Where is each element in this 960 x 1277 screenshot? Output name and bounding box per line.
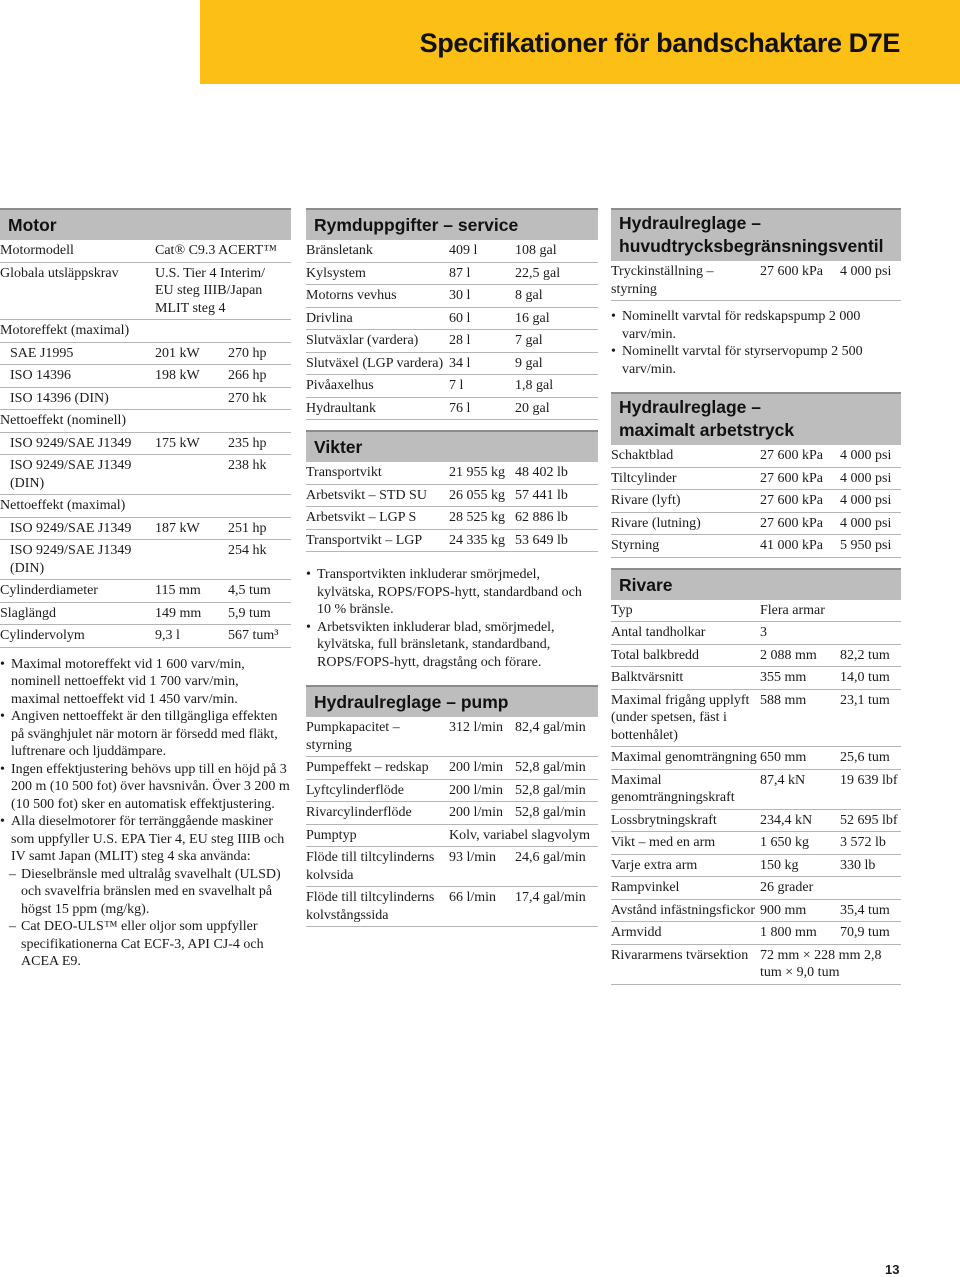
motor-value-imperial	[228, 410, 291, 433]
motor-row	[0, 540, 291, 580]
ripper-value-metric: 650 mm	[760, 747, 840, 770]
pump-label: Lyftcylinderflöde	[306, 779, 449, 802]
motor-value-metric	[155, 540, 228, 580]
ripper-value-metric: 1 650 kg	[760, 832, 840, 855]
motor-notes	[0, 656, 291, 866]
relief-value-imperial: 4 000 psi	[840, 261, 901, 301]
section-title-max-line1: Hydraulreglage –	[619, 397, 761, 417]
motor-row	[0, 432, 291, 455]
ripper-label: Rivararmens tvärsektion	[611, 944, 760, 984]
ripper-row	[611, 747, 901, 770]
page-header	[200, 0, 960, 84]
ripper-row	[611, 600, 901, 622]
motor-row	[0, 320, 291, 343]
section-title-relief-line2: huvudtrycksbegränsningsventil	[619, 236, 884, 256]
motor-label: Globala utsläppskrav	[0, 262, 155, 320]
max-pressure-value-imperial: 4 000 psi	[840, 445, 901, 467]
ripper-label: Varje extra arm	[611, 854, 760, 877]
pump-row	[306, 757, 598, 780]
max-pressure-value-metric: 27 600 kPa	[760, 445, 840, 467]
ripper-value-imperial: 82,2 tum	[840, 644, 901, 667]
motor-value-metric: 198 kW	[155, 365, 228, 388]
motor-value-metric: 187 kW	[155, 517, 228, 540]
ripper-row	[611, 809, 901, 832]
relief-note: • Nominellt varvtal för redskapspump 2 000 varv/min.	[611, 308, 901, 343]
motor-value-metric: 9,3 l	[155, 625, 228, 648]
ripper-row	[611, 854, 901, 877]
ripper-table	[611, 600, 901, 985]
motor-value-imperial: 5,9 tum	[228, 602, 291, 625]
motor-value-metric: 149 mm	[155, 602, 228, 625]
motor-value-metric: 201 kW	[155, 342, 228, 365]
relief-value-metric: 27 600 kPa	[760, 261, 840, 301]
pump-value-metric: 200 l/min	[449, 802, 515, 825]
capacity-label: Motorns vevhus	[306, 285, 449, 308]
ripper-row	[611, 899, 901, 922]
motor-value-imperial: 567 tum³	[228, 625, 291, 648]
max-pressure-row	[611, 445, 901, 467]
motor-value-imperial: 270 hk	[228, 387, 291, 410]
relief-table	[611, 261, 901, 301]
section-title-capacities: Rymduppgifter – service	[306, 208, 598, 240]
ripper-row	[611, 922, 901, 945]
weights-notes	[306, 566, 598, 671]
weight-note: • Arbetsvikten inkluderar blad, smörjmedel, kylvätska, full bränsletank, standardband, ROPS/FOPS-hytt, dragstång och förare.	[306, 619, 598, 672]
ripper-label: Maximal genomträngningskraft	[611, 769, 760, 809]
column-motor	[0, 208, 291, 971]
motor-label: Cylindervolym	[0, 625, 155, 648]
ripper-value-metric: 588 mm	[760, 689, 840, 747]
pump-label: Pumptyp	[306, 824, 449, 847]
relief-row	[611, 261, 901, 301]
weight-value-imperial: 57 441 lb	[515, 484, 598, 507]
pump-row	[306, 779, 598, 802]
motor-value-imperial: 251 hp	[228, 517, 291, 540]
pump-row	[306, 847, 598, 887]
capacity-row	[306, 262, 598, 285]
weight-value-imperial: 62 886 lb	[515, 507, 598, 530]
motor-label: ISO 9249/SAE J1349 (DIN)	[0, 455, 155, 495]
motor-note: • Angiven nettoeffekt är den tillgängliga effekten på svänghjulet när motorn är försedd med fläkt, luftrenare och ljuddämpare.	[0, 708, 291, 761]
weight-label: Transportvikt	[306, 462, 449, 484]
motor-label: Nettoeffekt (nominell)	[0, 410, 155, 433]
motor-row	[0, 262, 291, 320]
motor-value-metric: 175 kW	[155, 432, 228, 455]
ripper-value-metric: 150 kg	[760, 854, 840, 877]
section-title-relief-line1: Hydraulreglage –	[619, 213, 761, 233]
max-pressure-table	[611, 445, 901, 558]
ripper-value-imperial	[840, 600, 901, 622]
pump-row	[306, 824, 598, 847]
motor-subnotes	[0, 866, 291, 971]
relief-notes	[611, 308, 901, 378]
weight-note: • Transportvikten inkluderar smörjmedel, kylvätska, ROPS/FOPS-hytt, standardband och 10 % bränsle.	[306, 566, 598, 619]
pump-label: Rivarcylinderflöde	[306, 802, 449, 825]
section-title-motor: Motor	[0, 208, 291, 240]
capacity-value-imperial: 7 gal	[515, 330, 598, 353]
capacity-label: Slutväxlar (vardera)	[306, 330, 449, 353]
max-pressure-label: Rivare (lyft)	[611, 490, 760, 513]
capacity-row	[306, 375, 598, 398]
motor-row	[0, 342, 291, 365]
max-pressure-row	[611, 535, 901, 558]
capacity-label: Pivåaxelhus	[306, 375, 449, 398]
ripper-row	[611, 622, 901, 645]
section-title-pump: Hydraulreglage – pump	[306, 685, 598, 717]
pump-value-imperial: 24,6 gal/min	[515, 847, 598, 887]
max-pressure-value-metric: 27 600 kPa	[760, 512, 840, 535]
motor-table	[0, 240, 291, 648]
weight-value-metric: 21 955 kg	[449, 462, 515, 484]
motor-row	[0, 625, 291, 648]
weight-value-metric: 24 335 kg	[449, 529, 515, 552]
max-pressure-row	[611, 467, 901, 490]
pump-table	[306, 717, 598, 927]
motor-subnote: – Dieselbränsle med ultralåg svavelhalt (ULSD) och svavelfria bränslen med en svavelhalt på högst 15 ppm (mg/kg).	[0, 866, 291, 919]
motor-value-imperial	[228, 320, 291, 343]
pump-value-metric: 93 l/min	[449, 847, 515, 887]
column-hydraulics	[611, 208, 901, 985]
max-pressure-value-imperial: 4 000 psi	[840, 467, 901, 490]
ripper-value-imperial: 23,1 tum	[840, 689, 901, 747]
ripper-label: Rampvinkel	[611, 877, 760, 900]
ripper-value-metric: 355 mm	[760, 667, 840, 690]
section-title-weights: Vikter	[306, 430, 598, 462]
capacity-value-imperial: 8 gal	[515, 285, 598, 308]
motor-value: Cat® C9.3 ACERT™	[155, 240, 291, 262]
motor-label: ISO 14396 (DIN)	[0, 387, 155, 410]
ripper-label: Maximal frigång upplyft (under spetsen, fäst i bottenhålet)	[611, 689, 760, 747]
capacity-row	[306, 285, 598, 308]
pump-value-imperial: 82,4 gal/min	[515, 717, 598, 757]
motor-label: ISO 14396	[0, 365, 155, 388]
pump-row	[306, 717, 598, 757]
ripper-row	[611, 689, 901, 747]
weights-table	[306, 462, 598, 552]
motor-note: • Maximal motoreffekt vid 1 600 varv/min, nominell nettoeffekt vid 1 700 varv/min, maximal nettoeffekt vid 1 450 varv/min.	[0, 656, 291, 709]
ripper-row	[611, 667, 901, 690]
capacity-row	[306, 240, 598, 262]
pump-value-metric: 66 l/min	[449, 887, 515, 927]
ripper-label: Typ	[611, 600, 760, 622]
ripper-value-metric: 1 800 mm	[760, 922, 840, 945]
motor-note: • Alla dieselmotorer för terränggående maskiner som uppfyller U.S. EPA Tier 4, EU steg IIIB och IV samt Japan (MLIT) steg 4 ska använda:	[0, 813, 291, 866]
capacity-label: Hydraultank	[306, 397, 449, 420]
ripper-value-imperial	[840, 622, 901, 645]
capacity-value-metric: 30 l	[449, 285, 515, 308]
pump-label: Flöde till tiltcylinderns kolvstångssida	[306, 887, 449, 927]
column-capacities	[306, 208, 598, 927]
max-pressure-row	[611, 512, 901, 535]
ripper-value-imperial: 25,6 tum	[840, 747, 901, 770]
motor-row	[0, 387, 291, 410]
ripper-value-metric: 900 mm	[760, 899, 840, 922]
motor-row	[0, 580, 291, 603]
max-pressure-value-metric: 41 000 kPa	[760, 535, 840, 558]
ripper-value-imperial: 330 lb	[840, 854, 901, 877]
motor-label: SAE J1995	[0, 342, 155, 365]
motor-row	[0, 602, 291, 625]
weight-row	[306, 462, 598, 484]
pump-label: Pumpkapacitet – styrning	[306, 717, 449, 757]
motor-label: ISO 9249/SAE J1349	[0, 517, 155, 540]
capacity-value-metric: 7 l	[449, 375, 515, 398]
pump-value: Kolv, variabel slagvolym	[449, 824, 598, 847]
ripper-value-metric: Flera armar	[760, 600, 840, 622]
motor-value-imperial: 238 hk	[228, 455, 291, 495]
ripper-row	[611, 944, 901, 984]
ripper-value-imperial: 35,4 tum	[840, 899, 901, 922]
ripper-row	[611, 832, 901, 855]
weight-value-metric: 26 055 kg	[449, 484, 515, 507]
ripper-value-metric: 26 grader	[760, 877, 840, 900]
ripper-label: Balktvärsnitt	[611, 667, 760, 690]
max-pressure-value-imperial: 5 950 psi	[840, 535, 901, 558]
ripper-value-metric: 2 088 mm	[760, 644, 840, 667]
pump-label: Flöde till tiltcylinderns kolvsida	[306, 847, 449, 887]
section-title-ripper: Rivare	[611, 568, 901, 600]
motor-label: Nettoeffekt (maximal)	[0, 495, 155, 518]
ripper-value-imperial: 14,0 tum	[840, 667, 901, 690]
motor-row	[0, 455, 291, 495]
pump-value-metric: 200 l/min	[449, 779, 515, 802]
motor-value-imperial: 266 hp	[228, 365, 291, 388]
motor-label: Motoreffekt (maximal)	[0, 320, 155, 343]
max-pressure-value-imperial: 4 000 psi	[840, 512, 901, 535]
weight-label: Arbetsvikt – STD SU	[306, 484, 449, 507]
ripper-label: Lossbrytningskraft	[611, 809, 760, 832]
capacity-value-imperial: 9 gal	[515, 352, 598, 375]
ripper-value: 72 mm × 228 mm 2,8 tum × 9,0 tum	[760, 944, 901, 984]
motor-value-imperial: 4,5 tum	[228, 580, 291, 603]
capacity-label: Kylsystem	[306, 262, 449, 285]
motor-note: • Ingen effektjustering behövs upp till en höjd på 3 200 m (10 500 fot) över havsnivån. Över 3 200 m (10 500 fot) sker en automatisk effektjustering.	[0, 761, 291, 814]
section-title-relief-valve	[611, 208, 901, 261]
motor-value-imperial: 254 hk	[228, 540, 291, 580]
ripper-value-imperial: 19 639 lbf	[840, 769, 901, 809]
max-pressure-label: Tiltcylinder	[611, 467, 760, 490]
ripper-row	[611, 644, 901, 667]
weight-label: Arbetsvikt – LGP S	[306, 507, 449, 530]
capacity-row	[306, 397, 598, 420]
max-pressure-value-metric: 27 600 kPa	[760, 467, 840, 490]
capacity-label: Bränsletank	[306, 240, 449, 262]
capacity-label: Slutväxel (LGP vardera)	[306, 352, 449, 375]
motor-row	[0, 517, 291, 540]
capacity-value-imperial: 108 gal	[515, 240, 598, 262]
capacity-value-metric: 409 l	[449, 240, 515, 262]
ripper-value-imperial	[840, 877, 901, 900]
weight-value-imperial: 48 402 lb	[515, 462, 598, 484]
max-pressure-value-imperial: 4 000 psi	[840, 490, 901, 513]
capacity-row	[306, 330, 598, 353]
capacity-value-metric: 34 l	[449, 352, 515, 375]
capacity-value-imperial: 22,5 gal	[515, 262, 598, 285]
motor-label: Cylinderdiameter	[0, 580, 155, 603]
ripper-label: Armvidd	[611, 922, 760, 945]
section-title-max-line2: maximalt arbetstryck	[619, 420, 795, 440]
max-pressure-row	[611, 490, 901, 513]
pump-value-metric: 200 l/min	[449, 757, 515, 780]
motor-row	[0, 240, 291, 262]
capacity-row	[306, 307, 598, 330]
motor-label: ISO 9249/SAE J1349 (DIN)	[0, 540, 155, 580]
motor-subnote: – Cat DEO-ULS™ eller oljor som uppfyller specifikationerna Cat ECF-3, API CJ-4 och ACEA E9.	[0, 918, 291, 971]
capacity-value-metric: 60 l	[449, 307, 515, 330]
pump-label: Pumpeffekt – redskap	[306, 757, 449, 780]
ripper-value-imperial: 70,9 tum	[840, 922, 901, 945]
motor-value-imperial: 270 hp	[228, 342, 291, 365]
capacity-value-metric: 76 l	[449, 397, 515, 420]
pump-row	[306, 802, 598, 825]
pump-row	[306, 887, 598, 927]
ripper-label: Total balkbredd	[611, 644, 760, 667]
ripper-row	[611, 877, 901, 900]
ripper-row	[611, 769, 901, 809]
pump-value-imperial: 52,8 gal/min	[515, 779, 598, 802]
capacity-value-imperial: 1,8 gal	[515, 375, 598, 398]
weight-value-metric: 28 525 kg	[449, 507, 515, 530]
capacity-value-imperial: 20 gal	[515, 397, 598, 420]
motor-label: Motormodell	[0, 240, 155, 262]
motor-value-metric	[155, 455, 228, 495]
capacity-value-metric: 87 l	[449, 262, 515, 285]
ripper-label: Vikt – med en arm	[611, 832, 760, 855]
weight-value-imperial: 53 649 lb	[515, 529, 598, 552]
ripper-label: Antal tandholkar	[611, 622, 760, 645]
ripper-value-metric: 87,4 kN	[760, 769, 840, 809]
weight-row	[306, 529, 598, 552]
section-title-max-pressure	[611, 392, 901, 445]
pump-value-imperial: 52,8 gal/min	[515, 757, 598, 780]
relief-label: Tryckinställning – styrning	[611, 261, 760, 301]
weight-row	[306, 507, 598, 530]
capacity-row	[306, 352, 598, 375]
motor-value-metric: 115 mm	[155, 580, 228, 603]
ripper-label: Maximal genomträngning	[611, 747, 760, 770]
motor-value-imperial: 235 hp	[228, 432, 291, 455]
motor-value-metric	[155, 387, 228, 410]
page-title: Specifikationer för bandschaktare D7E	[419, 28, 900, 58]
page-number: 13	[885, 1262, 900, 1277]
motor-row	[0, 495, 291, 518]
max-pressure-value-metric: 27 600 kPa	[760, 490, 840, 513]
motor-row	[0, 410, 291, 433]
motor-value-metric	[155, 320, 228, 343]
max-pressure-label: Rivare (lutning)	[611, 512, 760, 535]
ripper-label: Avstånd infästningsfickor	[611, 899, 760, 922]
capacities-table	[306, 240, 598, 420]
pump-value-metric: 312 l/min	[449, 717, 515, 757]
motor-value-imperial	[228, 495, 291, 518]
motor-label: ISO 9249/SAE J1349	[0, 432, 155, 455]
ripper-value-imperial: 52 695 lbf	[840, 809, 901, 832]
motor-value-metric	[155, 410, 228, 433]
motor-value-metric	[155, 495, 228, 518]
capacity-value-metric: 28 l	[449, 330, 515, 353]
capacity-value-imperial: 16 gal	[515, 307, 598, 330]
weight-row	[306, 484, 598, 507]
motor-label: Slaglängd	[0, 602, 155, 625]
max-pressure-label: Schaktblad	[611, 445, 760, 467]
ripper-value-imperial: 3 572 lb	[840, 832, 901, 855]
capacity-label: Drivlina	[306, 307, 449, 330]
motor-value: U.S. Tier 4 Interim/ EU steg IIIB/Japan MLIT steg 4	[155, 262, 291, 320]
relief-note: • Nominellt varvtal för styrservopump 2 500 varv/min.	[611, 343, 901, 378]
pump-value-imperial: 52,8 gal/min	[515, 802, 598, 825]
ripper-value-metric: 234,4 kN	[760, 809, 840, 832]
max-pressure-label: Styrning	[611, 535, 760, 558]
ripper-value-metric: 3	[760, 622, 840, 645]
pump-value-imperial: 17,4 gal/min	[515, 887, 598, 927]
motor-row	[0, 365, 291, 388]
weight-label: Transportvikt – LGP	[306, 529, 449, 552]
